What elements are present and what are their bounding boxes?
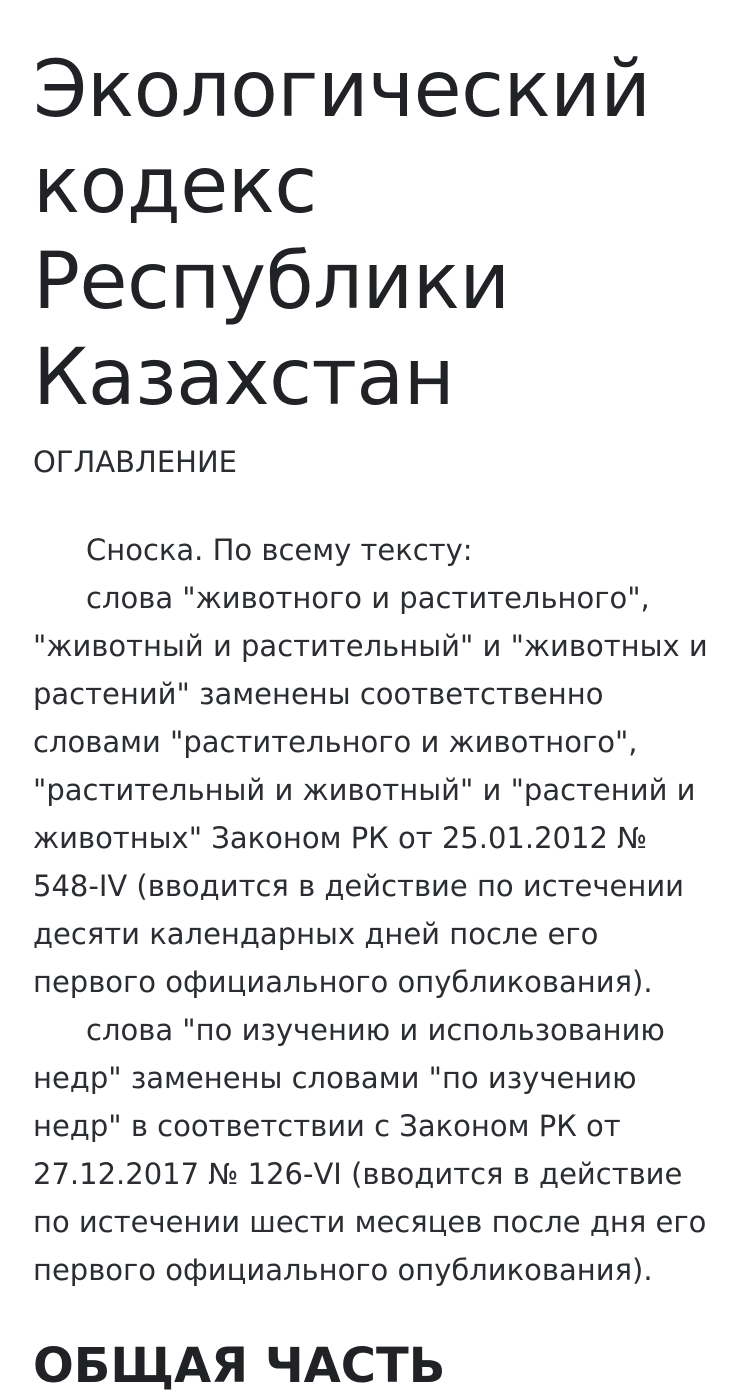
- footnote-paragraph: Сноска. По всему тексту:: [86, 533, 473, 567]
- footnote-block: [33, 526, 717, 1294]
- footnote-paragraph: слова "животного и растительного", "животный и растительный" и "животных и растений" заменены соответственно словами "растительного и животного", "растительный и животный" и "растений и животных" Законом РК от 25.01.2012 № 548-IV (вводится в действие по истечении десяти календарных дней после его первого официального опубликования).: [33, 581, 708, 999]
- footnote-paragraph: слова "по изучению и использованию недр" заменены словами "по изучению недр" в соответствии с Законом РК от 27.12.2017 № 126-VI (вводится в действие по истечении шести месяцев после дня его первого официального опубликования).: [33, 1013, 707, 1287]
- table-of-contents-link[interactable]: ОГЛАВЛЕНИЕ: [33, 445, 238, 479]
- document-title: Экологический кодекс Республики Казахстан: [33, 45, 651, 423]
- section-heading: ОБЩАЯ ЧАСТЬ: [33, 1338, 446, 1394]
